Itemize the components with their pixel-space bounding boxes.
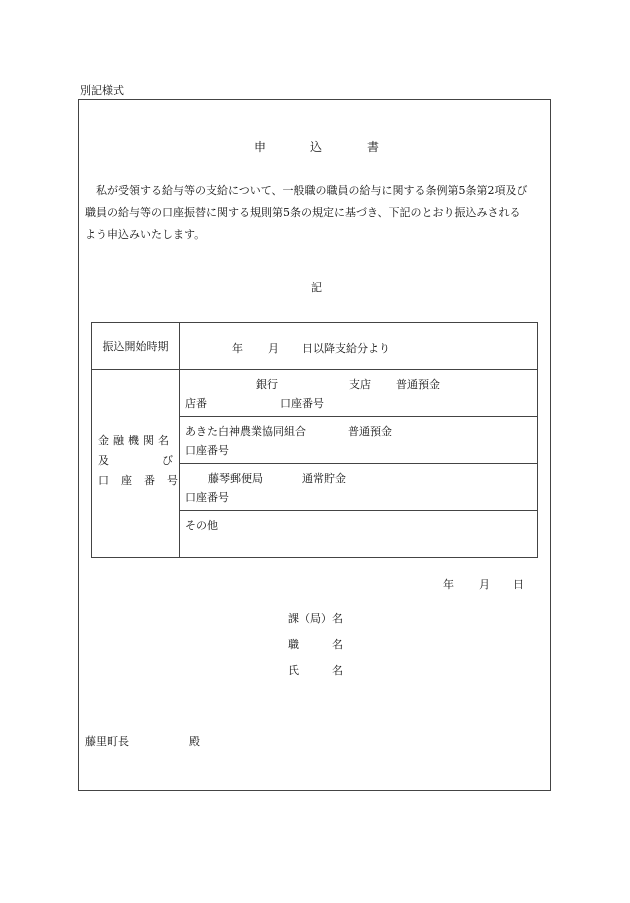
bank-label-and-1: 及	[98, 453, 109, 467]
addressee-honorific: 殿	[189, 735, 200, 748]
start-row	[92, 323, 538, 370]
start-label: 振込開始時期	[92, 323, 180, 370]
body-line-3: よう申込みいたします。	[85, 228, 206, 241]
bank-account-type: 普通預金	[396, 378, 440, 391]
body-paragraph	[85, 180, 550, 246]
application-table	[91, 322, 538, 558]
signature-position-2: 名	[332, 638, 343, 651]
start-month: 月	[268, 342, 279, 355]
ja-account-no: 口座番号	[185, 444, 229, 457]
branch-suffix: 支店	[349, 378, 371, 391]
bank-label-line3: 口座番号	[98, 473, 190, 487]
title-char-1: 申	[254, 140, 267, 154]
post-account-no: 口座番号	[185, 491, 229, 504]
bank-store-no: 店番	[185, 397, 207, 410]
form-label: 別記様式	[80, 84, 124, 97]
ja-cell	[180, 417, 538, 464]
start-value-cell	[180, 323, 538, 370]
body-line-1: 私が受領する給与等の支給について、一般職の職員の給与に関する条例第5条第2項及び	[96, 184, 528, 197]
title-char-2: 込	[310, 140, 323, 154]
date-month: 月	[479, 578, 490, 591]
signature-dept: 課（局）名	[288, 612, 343, 625]
post-account-type: 通常貯金	[302, 472, 346, 485]
date-day: 日	[513, 578, 524, 591]
start-suffix: 日以降支給分より	[302, 342, 390, 355]
signature-position-1: 職	[288, 638, 299, 651]
bank-label-and-2: び	[162, 453, 173, 467]
bank-label	[92, 370, 190, 558]
post-cell	[180, 464, 538, 511]
start-year: 年	[232, 342, 243, 355]
bank-account-no: 口座番号	[280, 397, 324, 410]
body-line-2: 職員の給与等の口座振替に関する規則第5条の規定に基づき、下記のとおり振込みされる	[85, 206, 521, 219]
bank-cell	[180, 370, 538, 417]
bank-row	[92, 370, 538, 417]
date-year: 年	[443, 578, 454, 591]
title-char-3: 書	[367, 140, 380, 154]
other-cell	[180, 511, 538, 558]
signature-name-2: 名	[332, 664, 343, 677]
signature-name-1: 氏	[288, 664, 299, 677]
ki-heading: 記	[311, 281, 322, 294]
bank-label-line1: 金融機関名	[98, 433, 173, 447]
addressee: 藤里町長	[85, 735, 129, 748]
other-label: その他	[185, 519, 218, 532]
bank-suffix: 銀行	[256, 378, 278, 391]
ja-account-type: 普通預金	[348, 425, 392, 438]
post-name: 藤琴郵便局	[208, 472, 263, 485]
ja-name: あきた白神農業協同組合	[185, 425, 306, 438]
